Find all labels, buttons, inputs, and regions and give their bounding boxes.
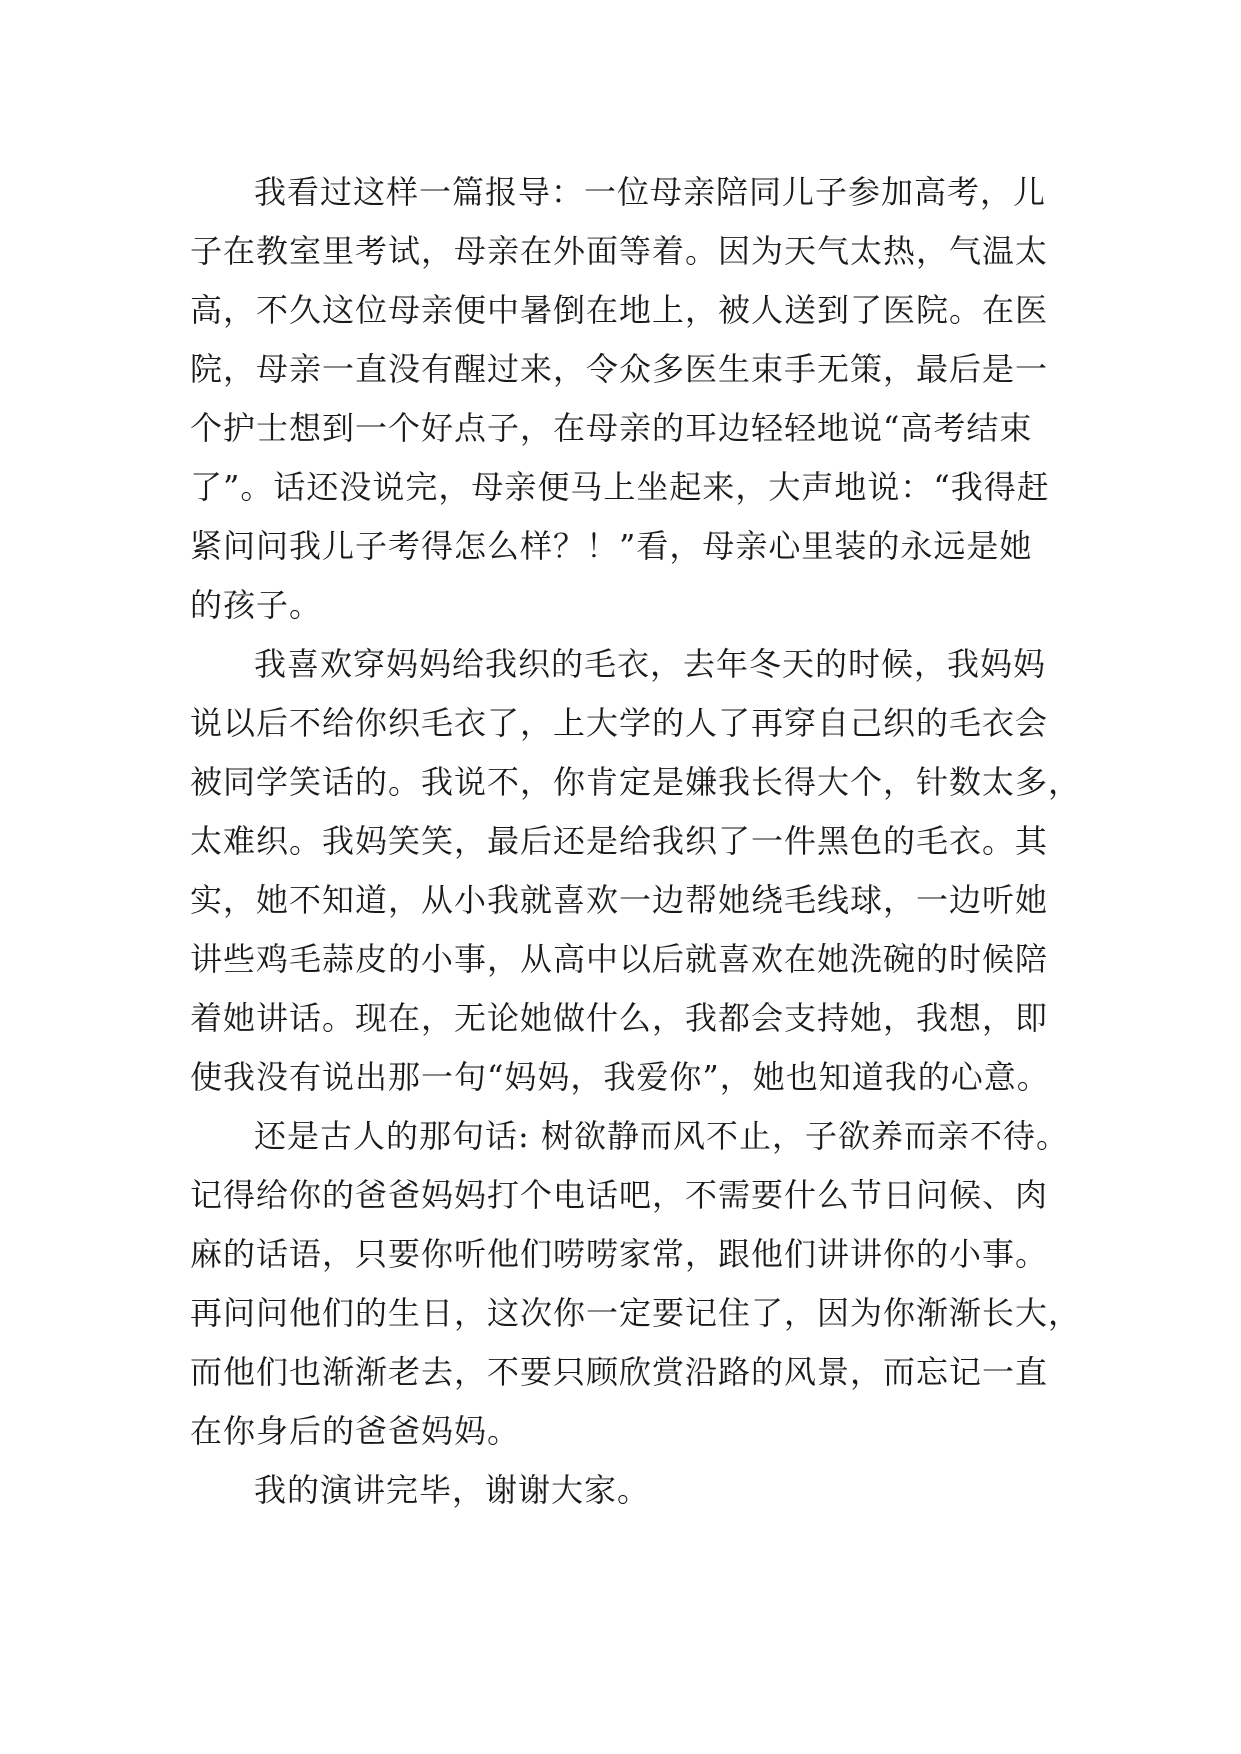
text-line: 的孩子。 <box>190 586 323 624</box>
text-line: 太难织。我妈笑笑，最后还是给我织了一件黑色的毛衣。其 <box>190 822 1049 860</box>
text-line: 在你身后的爸爸妈妈。 <box>190 1412 521 1450</box>
text-line: 高，不久这位母亲便中暑倒在地上，被人送到了医院。在医 <box>190 291 1049 329</box>
text-line: 讲些鸡毛蒜皮的小事，从高中以后就喜欢在她洗碗的时候陪 <box>190 940 1049 978</box>
text-line: 再问问他们的生日，这次你一定要记住了，因为你渐渐长大， <box>190 1294 1082 1332</box>
paragraph-call-parents <box>190 1107 1082 1461</box>
text-line: 麻的话语，只要你听他们唠唠家常，跟他们讲讲你的小事。 <box>190 1235 1049 1273</box>
text-line: 我喜欢穿妈妈给我织的毛衣，去年冬天的时候，我妈妈 <box>254 645 1047 683</box>
document-body <box>190 163 1082 1520</box>
paragraph-sweater <box>190 635 1082 1107</box>
text-line: 我看过这样一篇报导：一位母亲陪同儿子参加高考，儿 <box>254 173 1047 211</box>
paragraph-closing <box>190 1461 1060 1520</box>
text-line: 着她讲话。现在，无论她做什么，我都会支持她，我想，即 <box>190 999 1049 1037</box>
text-line: 紧问问我儿子考得怎么样？！”看，母亲心里装的永远是她 <box>190 527 1033 565</box>
text-line: 个护士想到一个好点子，在母亲的耳边轻轻地说“高考结束 <box>190 409 1033 447</box>
text-line: 还是古人的那句话: 树欲静而风不止，子欲养而亲不待。 <box>254 1117 1069 1155</box>
text-line: 被同学笑话的。我说不，你肯定是嫌我长得大个，针数太多， <box>190 763 1082 801</box>
text-line: 院，母亲一直没有醒过来，令众多医生束手无策，最后是一 <box>190 350 1049 388</box>
text-line: 我的演讲完毕，谢谢大家。 <box>254 1471 651 1509</box>
text-line: 而他们也渐渐老去，不要只顾欣赏沿路的风景，而忘记一直 <box>190 1353 1049 1391</box>
text-line: 说以后不给你织毛衣了，上大学的人了再穿自己织的毛衣会 <box>190 704 1049 742</box>
text-line: 子在教室里考试，母亲在外面等着。因为天气太热，气温太 <box>190 232 1049 270</box>
text-line: 了”。话还没说完，母亲便马上坐起来，大声地说：“我得赶 <box>190 468 1050 506</box>
text-line: 使我没有说出那一句“妈妈，我爱你”，她也知道我的心意。 <box>190 1058 1050 1096</box>
paragraph-report-story <box>190 163 1060 635</box>
text-line: 实，她不知道，从小我就喜欢一边帮她绕毛线球，一边听她 <box>190 881 1049 919</box>
text-line: 记得给你的爸爸妈妈打个电话吧，不需要什么节日问候、肉 <box>190 1176 1049 1214</box>
